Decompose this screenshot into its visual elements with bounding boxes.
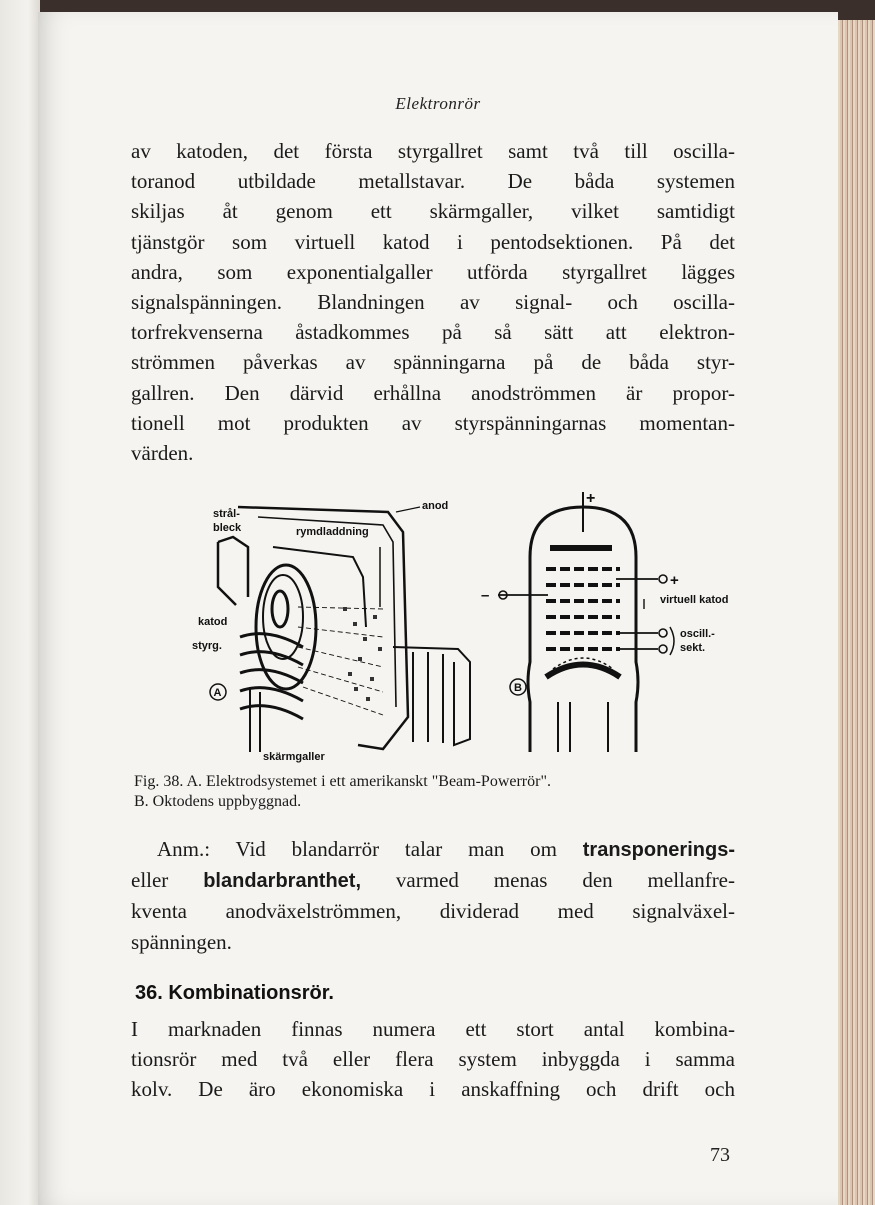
- paragraph-3: [131, 1014, 735, 1105]
- marker-a: A: [213, 687, 222, 699]
- section-heading: 36. Kombinationsrör.: [135, 982, 334, 1004]
- text-line: strömmen påverkas av spänningarna på de båda styr-: [131, 350, 735, 375]
- page-number: 73: [710, 1144, 730, 1166]
- anm-line-1: [131, 834, 735, 865]
- label-skarmgaller: skärmgaller: [263, 751, 325, 763]
- anm-line-3: kventa anodväxelströmmen, dividerad med signalväxel-: [131, 899, 735, 924]
- anm-line-4: spänningen.: [131, 929, 232, 954]
- anode-fins: [393, 647, 470, 745]
- label-minus-left: –: [481, 587, 490, 604]
- text-line: I marknaden finnas numera ett stort antal kombina-: [131, 1017, 735, 1041]
- label-stralbleck-1: strål-: [213, 508, 240, 520]
- book-page: [38, 12, 838, 1205]
- book-edge-right: [835, 20, 875, 1205]
- text-line: torfrekvenserna åstadkommes på så sätt att elektron-: [131, 320, 735, 345]
- anm-term-transponerings: transponerings-: [582, 839, 735, 861]
- book-spine-left: [0, 0, 40, 1205]
- anod-pointer: [396, 507, 420, 512]
- caption-line-2: B. Oktodens uppbyggnad.: [134, 793, 302, 810]
- label-plus-right: +: [670, 572, 679, 589]
- anm-term-blandarbranthet: blandarbranthet,: [203, 870, 362, 893]
- cathode: [272, 591, 288, 627]
- figure-a-electrode-system: [218, 507, 470, 752]
- label-plus-top: +: [586, 490, 596, 507]
- figure-38: [158, 487, 758, 767]
- text-line: tjänstgör som virtuell katod i pentodsektionen. På det: [131, 229, 735, 254]
- figure-b-octode: [498, 492, 674, 752]
- text-line: andra, som exponentialgaller utförda styrgallret lägges: [131, 259, 735, 284]
- side-leads: [498, 579, 658, 649]
- label-anod: anod: [422, 500, 449, 512]
- caption-line-1: Fig. 38. A. Elektrodsystemet i ett amerikanskt "Beam-Powerrör".: [134, 773, 551, 790]
- label-virtuell-katod: virtuell katod: [660, 594, 729, 606]
- anm-line-1-text: Anm.: Vid blandarrör talar man om: [157, 837, 583, 861]
- text-line: av katoden, det första styrgallret samt två till oscilla-: [131, 139, 735, 163]
- text-line: kolv. De äro ekonomiska i anskaffning och drift och: [131, 1077, 735, 1102]
- text-line: tionell mot produkten av styrspänningarnas momentan-: [131, 410, 735, 435]
- oscill-brace: [670, 627, 674, 655]
- cathode-grid-mid: [263, 575, 303, 659]
- text-line: tionsrör med två eller flera system inbyggda i samma: [131, 1047, 735, 1072]
- text-line: värden.: [131, 441, 194, 466]
- anode-inner: [258, 517, 396, 707]
- grid-rows: [546, 569, 620, 649]
- beam-plate-left: [218, 542, 236, 605]
- anm-line-2-prefix: eller: [131, 868, 204, 893]
- marker-b: B: [514, 682, 522, 694]
- screen-grid-leg: [250, 687, 260, 752]
- label-rymdladdning: rymdladdning: [296, 526, 369, 538]
- text-line: gallren. Den därvid erhållna anodströmmen är propor-: [131, 380, 735, 405]
- label-styrg: styrg.: [192, 640, 222, 652]
- figure-caption: [134, 772, 734, 812]
- label-stralbleck-2: bleck: [213, 522, 242, 534]
- label-oscill-1: oscill.-: [680, 628, 715, 640]
- anm-line-2-end: varmed menas den mellanfre-: [361, 868, 735, 893]
- running-head: Elektronrör: [395, 94, 481, 113]
- text-line: toranod utbildade metallstavar. De båda systemen: [131, 169, 735, 194]
- label-oscill-2: sekt.: [680, 642, 706, 654]
- text-line: signalspänningen. Blandningen av signal- och oscilla-: [131, 290, 735, 315]
- anm-line-2: [131, 865, 735, 896]
- beam-plate: [218, 537, 248, 597]
- space-charge-shading: [343, 607, 382, 701]
- anode-bar: [550, 545, 612, 551]
- anm-paragraph: [131, 834, 735, 957]
- bottom-leads: [558, 702, 608, 752]
- octode-envelope: [528, 507, 638, 752]
- paragraph-1: [131, 136, 735, 468]
- text-line: skiljas åt genom ett skärmgaller, vilket samtidigt: [131, 199, 735, 224]
- label-katod: katod: [198, 616, 228, 628]
